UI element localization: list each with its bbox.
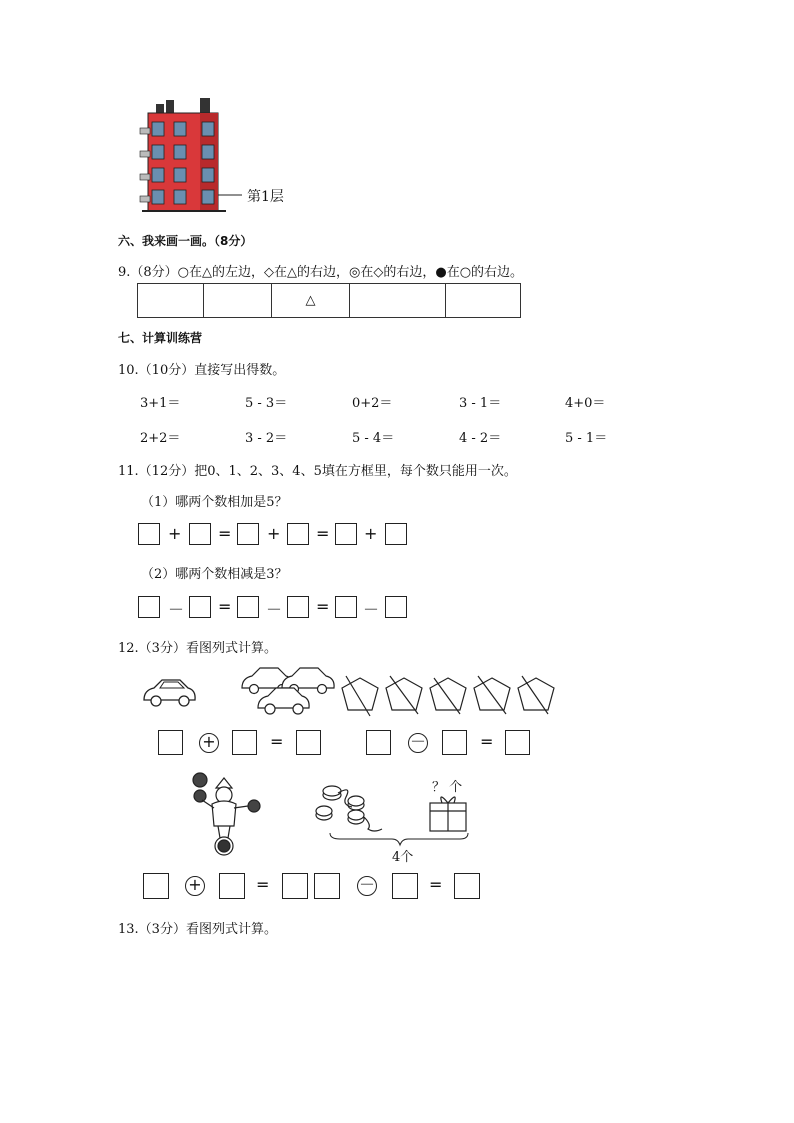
math-item: 0+2＝ [352,396,393,411]
answer-box[interactable] [287,523,309,545]
answer-box[interactable] [237,523,259,545]
equals-sign: = [480,732,494,751]
equals-sign: = [429,875,443,894]
answer-box[interactable] [366,730,391,755]
answer-box[interactable] [335,523,357,545]
car-group-image [240,664,338,720]
math-item: 3 - 2＝ [245,431,288,446]
answer-box[interactable] [454,873,480,899]
section-6-title: 六、我来画一画。（8分） [118,234,253,248]
question-12: 12.（3分）看图列式计算。 [118,641,277,656]
floor-label: 第1层 [247,189,284,205]
single-car-image [140,674,198,712]
question-13: 13.（3分）看图列式计算。 [118,922,277,937]
plus-sign: + [168,524,182,543]
position-table [137,283,521,318]
equals-sign: = [218,597,232,616]
answer-box[interactable] [158,730,183,755]
answer-box[interactable] [138,596,160,618]
math-item: 5 - 3＝ [245,396,288,411]
minus-sign: － [168,600,185,619]
math-item: 3 - 1＝ [459,396,502,411]
answer-box[interactable] [385,523,407,545]
section-7-title: 七、计算训练营 [118,331,203,345]
math-item: 2+2＝ [140,431,181,446]
equals-sign: = [316,524,330,543]
answer-box[interactable] [189,523,211,545]
answer-box[interactable] [296,730,321,755]
answer-box[interactable] [287,596,309,618]
answer-box[interactable] [505,730,530,755]
circled-minus-sign: － [358,875,375,894]
brace-total-label: 4个 [392,850,414,865]
plus-sign: + [364,524,378,543]
question-11-part-1: （1）哪两个数相加是5？ [141,495,288,510]
triangle-cell: △ [272,284,350,318]
math-item: 4+0＝ [565,396,606,411]
circled-minus-sign: － [409,732,426,751]
equals-sign: = [316,597,330,616]
clown-juggler-image [186,770,262,858]
question-9: 9.（8分）○在△的左边，◇在△的右边，◎在◇的右边，●在○的右边。 [118,265,524,280]
answer-box[interactable] [385,596,407,618]
minus-sign: － [363,600,380,619]
answer-box[interactable] [232,730,257,755]
apartment-building-image [138,96,248,216]
answer-box[interactable] [138,523,160,545]
answer-box[interactable] [189,596,211,618]
table-cell[interactable] [138,284,204,318]
plus-sign: + [267,524,281,543]
table-cell[interactable] [350,284,446,318]
answer-box[interactable] [219,873,245,899]
equals-sign: = [270,732,284,751]
answer-box[interactable] [237,596,259,618]
table-cell[interactable] [446,284,521,318]
answer-box[interactable] [392,873,418,899]
question-11-part-2: （2）哪两个数相减是3？ [141,567,288,582]
gift-question-label: ？ 个 [432,780,463,795]
answer-box[interactable] [143,873,169,899]
math-item: 5 - 1＝ [565,431,608,446]
minus-sign: － [266,600,283,619]
table-cell[interactable] [204,284,272,318]
math-item: 3+1＝ [140,396,181,411]
equals-sign: = [256,875,270,894]
circled-plus-sign: + [185,876,205,896]
equals-sign: = [218,524,232,543]
answer-box[interactable] [335,596,357,618]
pentagons-crossed-image [338,672,560,718]
answer-box[interactable] [442,730,467,755]
answer-box[interactable] [314,873,340,899]
question-10: 10.（10分）直接写出得数。 [118,363,286,378]
math-item: 5 - 4＝ [352,431,395,446]
math-item: 4 - 2＝ [459,431,502,446]
question-11: 11.（12分）把0、1、2、3、4、5填在方框里，每个数只能用一次。 [118,464,517,479]
circled-plus-sign: + [199,733,219,753]
answer-box[interactable] [282,873,308,899]
